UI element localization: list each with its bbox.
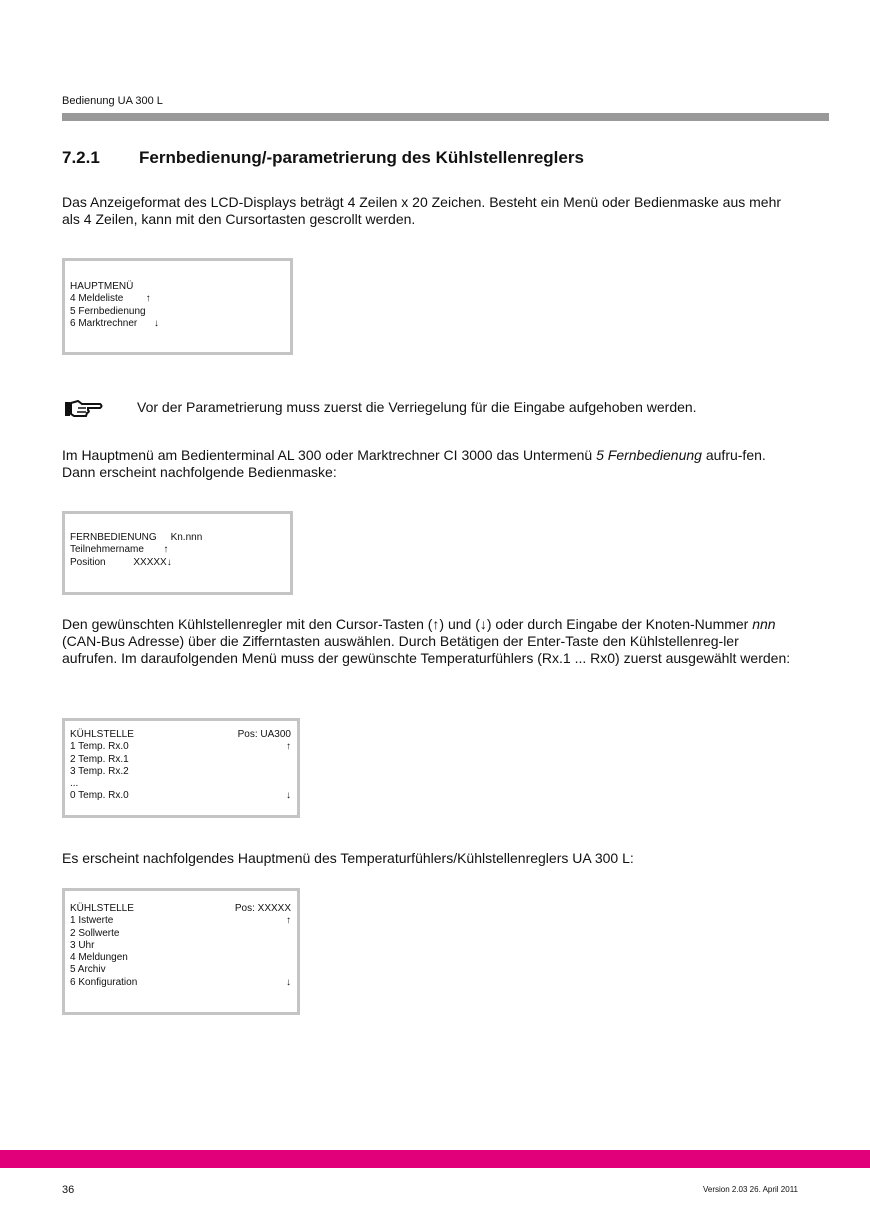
lcd-line [70, 741, 291, 753]
lcd-line-label: ... [70, 778, 79, 790]
text: Den gewünschten Kühlstellenregler mit den Cursor-Tasten (↑) und (↓) oder durch Eingabe der Knoten-Nummer [62, 616, 753, 632]
lcd-line-right: ↓ [286, 976, 291, 988]
lcd-line: 4 Meldeliste ↑ [70, 293, 151, 305]
lcd-line-label: 2 Sollwerte [70, 927, 120, 939]
lcd-box-hauptmenue [62, 258, 293, 355]
paragraph-auswahl [62, 616, 792, 667]
lcd-line-label: KÜHLSTELLE [70, 729, 134, 740]
lcd-line: Teilnehmername ↑ [70, 544, 169, 556]
running-header: Bedienung UA 300 L [62, 95, 163, 107]
lcd-line [70, 778, 291, 790]
lcd-line [70, 903, 291, 915]
lcd-line [70, 964, 291, 976]
lcd-box-kuehlstelle-menue [62, 888, 300, 1015]
lcd-line-right: ↑ [286, 741, 291, 753]
lcd-line: 6 Marktrechner ↓ [70, 317, 159, 329]
section-heading [62, 148, 584, 168]
lcd-line [70, 766, 291, 778]
lcd-line [70, 928, 291, 940]
lcd-line-right: Pos: UA300 [237, 729, 291, 740]
lcd-line-label: 4 Meldungen [70, 952, 128, 964]
lcd-line [70, 754, 291, 766]
lcd-line-right: Pos: XXXXX [234, 903, 291, 914]
footer-bar [0, 1150, 870, 1168]
node-number: nnn [752, 616, 776, 632]
version-info: Version 2.03 26. April 2011 [702, 1185, 798, 1194]
lcd-line [70, 940, 291, 952]
paragraph-intro: Das Anzeigeformat des LCD-Displays beträgt 4 Zeilen x 20 Zeichen. Besteht ein Menü oder Bedienmaske aus mehr als 4 Zeilen, kann mit den Cursortasten gescrollt werden. [62, 194, 782, 227]
lcd-line: 5 Fernbedienung [70, 305, 146, 317]
text: Im Hauptmenü am Bedienterminal AL 300 oder Marktrechner CI 3000 das Untermenü [62, 447, 597, 463]
lcd-line-label: 1 Istwerte [70, 915, 114, 927]
paragraph-hauptmenue-ua300: Es erscheint nachfolgendes Hauptmenü des Temperaturfühlers/Kühlstellenreglers UA 300 L: [62, 850, 634, 866]
lcd-box-fernbedienung [62, 511, 293, 595]
lcd-line [70, 977, 291, 989]
lcd-line [70, 915, 291, 927]
note-text: Vor der Parametrierung muss zuerst die Verriegelung für die Eingabe aufgehoben werden. [137, 399, 697, 415]
lcd-line-label: 3 Temp. Rx.2 [70, 765, 129, 777]
lcd-box-kuehlstelle-auswahl [62, 718, 300, 818]
lcd-line-label: 0 Temp. Rx.0 [70, 790, 129, 802]
lcd-line-label: 1 Temp. Rx.0 [70, 741, 129, 753]
lcd-line [70, 729, 291, 741]
lcd-line: HAUPTMENÜ [70, 281, 134, 292]
section-number: 7.2.1 [62, 148, 100, 167]
lcd-line-label: KÜHLSTELLE [70, 903, 134, 914]
lcd-line-right: ↑ [286, 915, 291, 927]
lcd-line-right: ↓ [286, 790, 291, 802]
text: aufru-fen. Dann erscheint nachfolgende Bedienmaske: [62, 447, 766, 480]
lcd-line-label: 5 Archiv [70, 964, 106, 976]
header-divider [62, 113, 829, 121]
menu-reference: 5 Fernbedienung [596, 447, 702, 463]
pointing-hand-icon [64, 398, 104, 425]
text: (CAN-Bus Adresse) über die Zifferntasten auswählen. Durch Betätigen der Enter-Taste den Kühlstellenreg-ler aufrufen. Im daraufolgenden Menü muss der gewünschte Temperaturfühlers (Rx.1 ... Rx0) zuerst ausgewählt werden: [62, 633, 791, 666]
lcd-line-label: 6 Konfiguration [70, 976, 138, 988]
lcd-line [70, 790, 291, 802]
lcd-line-label: 2 Temp. Rx.1 [70, 753, 129, 765]
lcd-line-label: 3 Uhr [70, 939, 95, 951]
section-title: Fernbedienung/-parametrierung des Kühlstellenreglers [139, 148, 584, 167]
paragraph-hauptmenue [62, 447, 792, 481]
lcd-line [70, 952, 291, 964]
lcd-line: FERNBEDIENUNG Kn.nnn [70, 532, 203, 543]
page-number: 36 [62, 1184, 75, 1196]
lcd-line: Position XXXXX↓ [70, 556, 172, 568]
